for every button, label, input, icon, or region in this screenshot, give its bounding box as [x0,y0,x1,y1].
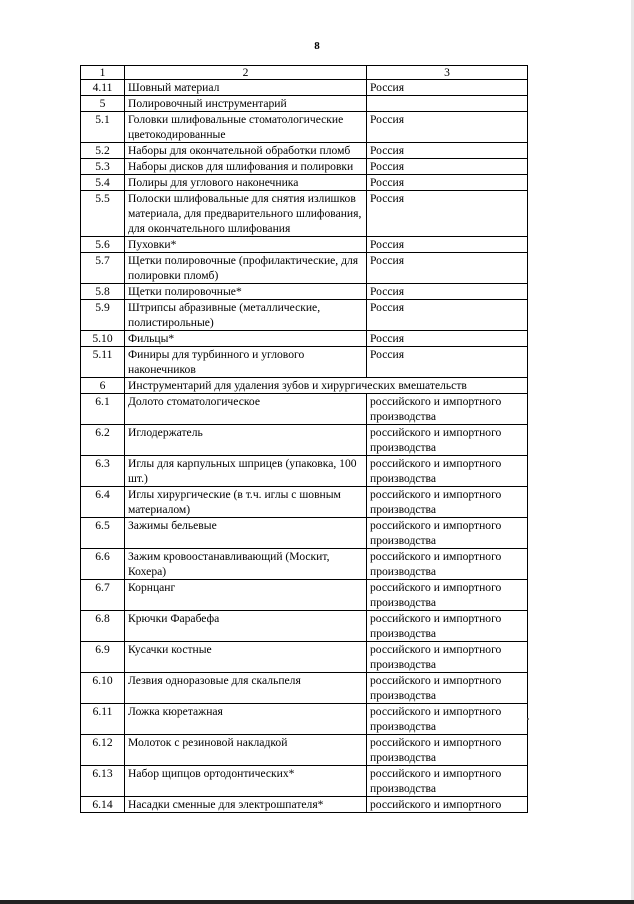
row-number: 6.3 [81,456,125,487]
row-origin: российского и импортного [367,797,528,813]
table-row [81,642,528,673]
table-row [81,300,528,331]
row-item-name: Инструментарий для удаления зубов и хирургических вмешательств [125,378,528,394]
row-item-name: Финиры для турбинного и углового наконечников [125,347,367,378]
row-item-name: Головки шлифовальные стоматологические цветокодированные [125,112,367,143]
row-item-name: Корнцанг [125,580,367,611]
row-origin: Россия [367,237,528,253]
header-col-1: 1 [81,66,125,80]
table-row [81,284,528,300]
table-row [81,487,528,518]
table-row [81,704,528,735]
row-origin: Россия [367,347,528,378]
page-number: 8 [314,40,320,52]
row-item-name: Наборы для окончательной обработки пломб [125,143,367,159]
row-item-name: Щетки полировочные (профилактические, для полировки пломб) [125,253,367,284]
row-item-name: Зажимы бельевые [125,518,367,549]
table-row [81,797,528,813]
row-number: 5.7 [81,253,125,284]
table-row [81,378,528,394]
table-row [81,394,528,425]
table-row [81,175,528,191]
row-origin: российского и импортного производства [367,394,528,425]
row-number: 6.12 [81,735,125,766]
table-row [81,253,528,284]
table-row [81,611,528,642]
row-number: 5.2 [81,143,125,159]
row-item-name: Иглодержатель [125,425,367,456]
row-number: 5.6 [81,237,125,253]
table-row [81,80,528,96]
row-number: 6.14 [81,797,125,813]
row-number: 6.11 [81,704,125,735]
row-number: 5 [81,96,125,112]
row-item-name: Набор щипцов ортодонтических* [125,766,367,797]
row-item-name: Наборы дисков для шлифования и полировки [125,159,367,175]
row-number: 6.5 [81,518,125,549]
row-item-name: Кусачки костные [125,642,367,673]
table-row [81,456,528,487]
row-origin: российского и импортного производства [367,766,528,797]
row-number: 5.3 [81,159,125,175]
row-item-name: Полоски шлифовальные для снятия излишков материала, для предварительного шлифования, для окончательного шлифования [125,191,367,237]
table-row [81,237,528,253]
row-origin: Россия [367,80,528,96]
row-origin: российского и импортного производства [367,580,528,611]
row-item-name: Молоток с резиновой накладкой [125,735,367,766]
row-item-name: Иглы для карпульных шприцев (упаковка, 100 шт.) [125,456,367,487]
row-item-name: Лезвия одноразовые для скальпеля [125,673,367,704]
row-number: 5.4 [81,175,125,191]
row-item-name: Иглы хирургические (в т.ч. иглы с шовным материалом) [125,487,367,518]
row-origin: Россия [367,159,528,175]
row-origin: российского и импортного производства [367,518,528,549]
table-row [81,673,528,704]
table-row [81,549,528,580]
row-origin: Россия [367,143,528,159]
row-number: 6.13 [81,766,125,797]
table-row [81,96,528,112]
table-row [81,518,528,549]
table-row [81,425,528,456]
row-item-name: Шовный материал [125,80,367,96]
row-item-name: Насадки сменные для электрошпателя* [125,797,367,813]
row-origin: российского и импортного производства [367,487,528,518]
row-origin: Россия [367,300,528,331]
row-number: 6.4 [81,487,125,518]
row-origin: Россия [367,331,528,347]
table-row [81,735,528,766]
table-row [81,766,528,797]
row-origin: российского и импортного производства [367,611,528,642]
table-row [81,191,528,237]
row-number: 4.11 [81,80,125,96]
row-origin: Россия [367,284,528,300]
scan-speck [527,718,529,720]
row-number: 6.8 [81,611,125,642]
row-origin: российского и импортного производства [367,549,528,580]
row-origin: Россия [367,175,528,191]
table-row [81,159,528,175]
row-number: 5.11 [81,347,125,378]
row-number: 6.6 [81,549,125,580]
row-origin: российского и импортного производства [367,673,528,704]
row-item-name: Фильцы* [125,331,367,347]
row-number: 5.9 [81,300,125,331]
row-origin: Россия [367,191,528,237]
row-item-name: Крючки Фарабефа [125,611,367,642]
row-item-name: Долото стоматологическое [125,394,367,425]
row-number: 6.2 [81,425,125,456]
row-number: 6.10 [81,673,125,704]
row-item-name: Ложка кюретажная [125,704,367,735]
row-item-name: Щетки полировочные* [125,284,367,300]
row-item-name: Штрипсы абразивные (металлические, полистирольные) [125,300,367,331]
row-number: 5.8 [81,284,125,300]
row-origin: российского и импортного производства [367,425,528,456]
row-origin: российского и импортного производства [367,642,528,673]
table-body [81,66,528,813]
table-row [81,143,528,159]
row-origin [367,96,528,112]
table-row [81,347,528,378]
document-table [80,65,528,813]
row-origin: российского и импортного производства [367,735,528,766]
table-row [81,112,528,143]
header-col-2: 2 [125,66,367,80]
row-number: 5.5 [81,191,125,237]
row-item-name: Полировочный инструментарий [125,96,367,112]
row-number: 6.7 [81,580,125,611]
row-origin: российского и импортного производства [367,704,528,735]
header-col-3: 3 [367,66,528,80]
table-header-row [81,66,528,80]
row-number: 6.9 [81,642,125,673]
row-number: 6 [81,378,125,394]
row-item-name: Зажим кровоостанавливающий (Москит, Кохера) [125,549,367,580]
row-origin: Россия [367,112,528,143]
row-origin: Россия [367,253,528,284]
table-row [81,580,528,611]
row-item-name: Полиры для углового наконечника [125,175,367,191]
row-number: 5.1 [81,112,125,143]
table-row [81,331,528,347]
row-number: 6.1 [81,394,125,425]
row-number: 5.10 [81,331,125,347]
scan-bottom-edge [0,900,634,904]
row-origin: российского и импортного производства [367,456,528,487]
row-item-name: Пуховки* [125,237,367,253]
